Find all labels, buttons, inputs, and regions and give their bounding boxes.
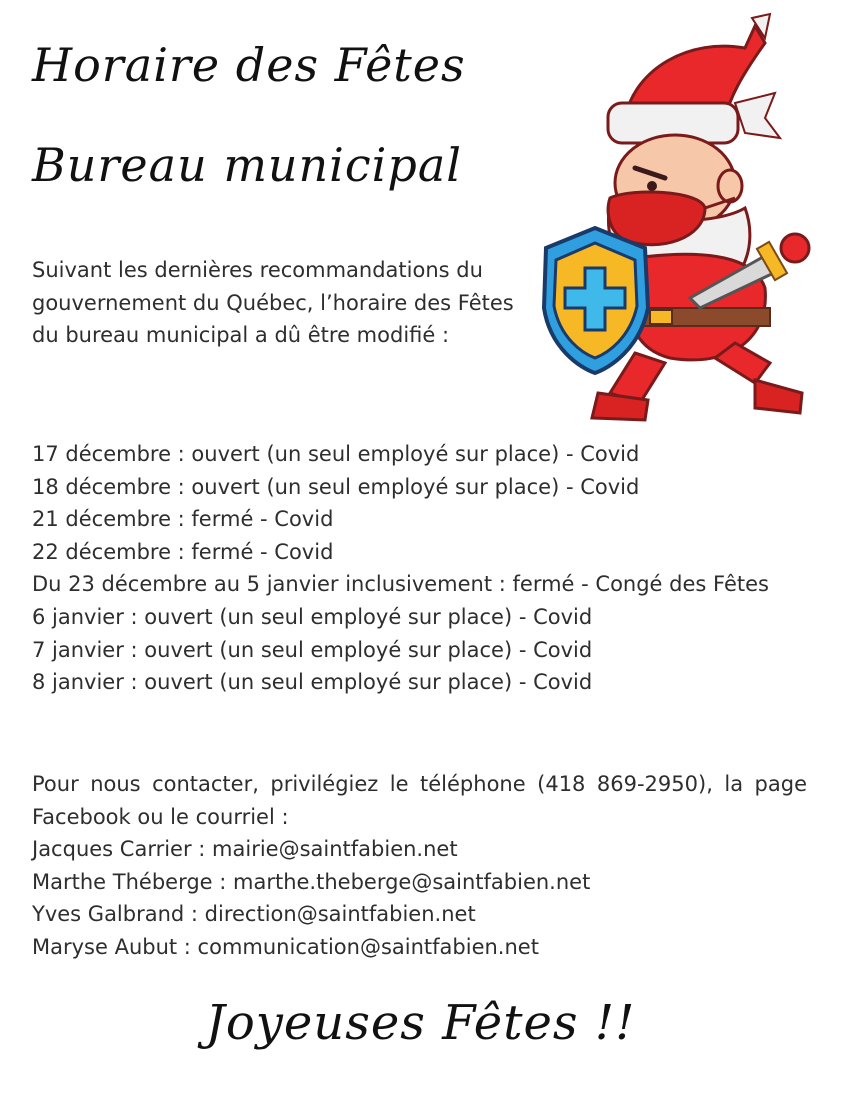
page-subtitle: Bureau municipal — [32, 138, 462, 192]
schedule-item: 8 janvier : ouvert (un seul employé sur place) - Covid — [32, 670, 593, 695]
contact-item: Maryse Aubut : communication@saintfabien.net — [32, 934, 539, 959]
schedule-item: 6 janvier : ouvert (un seul employé sur place) - Covid — [32, 604, 593, 629]
schedule-item: 18 décembre : ouvert (un seul employé sur place) - Covid — [32, 474, 640, 499]
closing-greeting: Joyeuses Fêtes !! — [205, 995, 636, 1051]
contact-item: Jacques Carrier : mairie@saintfabien.net — [32, 837, 458, 861]
schedule-item: 17 décembre : ouvert (un seul employé sur place) - Covid — [32, 442, 640, 466]
schedule-item: 21 décembre : fermé - Covid — [32, 507, 334, 532]
page-title: Horaire des Fêtes — [32, 38, 466, 92]
intro-paragraph: Suivant les dernières recommandations du gouvernement du Québec, l’horaire des Fêtes du bureau municipal a dû être modifié : — [32, 258, 514, 348]
schedule-item: Du 23 décembre au 5 janvier inclusivement : fermé - Congé des Fêtes — [32, 572, 769, 597]
contact-intro: Pour nous contacter, privilégiez le téléphone (418 869-2950), la page Facebook ou le courriel : — [32, 772, 807, 829]
santa-with-mask-and-shield-icon — [540, 8, 830, 428]
schedule-item: 7 janvier : ouvert (un seul employé sur place) - Covid — [32, 637, 593, 662]
schedule-item: 22 décembre : fermé - Covid — [32, 539, 334, 564]
schedule-list — [32, 438, 812, 699]
contact-list — [32, 833, 807, 963]
contact-item: Marthe Théberge : marthe.theberge@saintfabien.net — [32, 869, 591, 894]
contact-item: Yves Galbrand : direction@saintfabien.net — [32, 902, 476, 927]
